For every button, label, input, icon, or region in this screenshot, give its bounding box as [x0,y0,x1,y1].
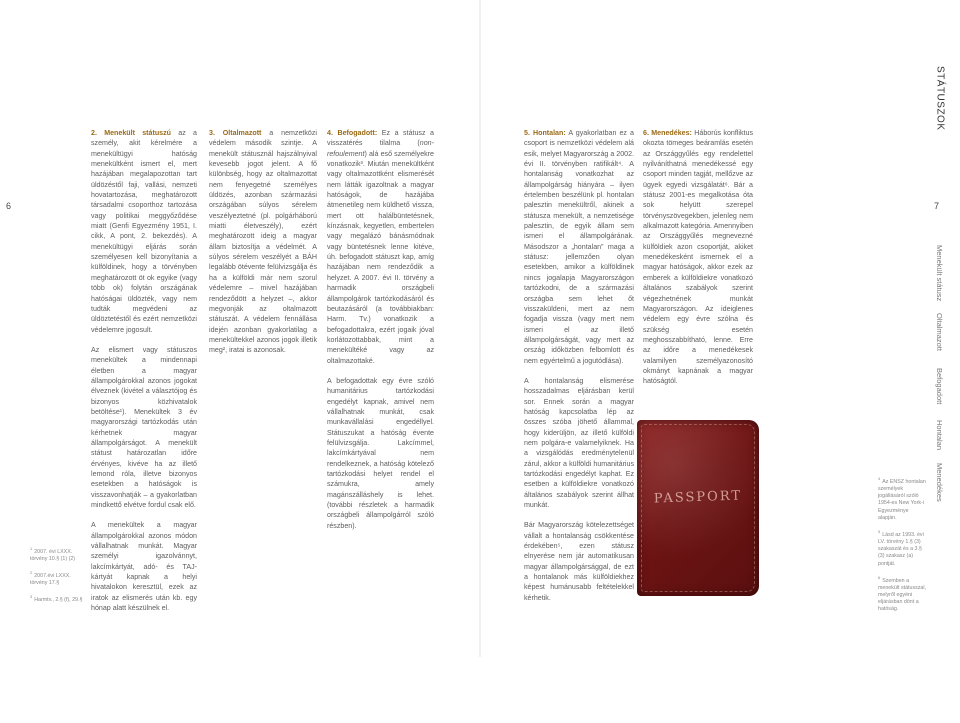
side-tab-menedekes[interactable]: Menedékes [935,463,944,502]
section-title: STÁTUSZOK [935,66,946,131]
passport-image [637,420,759,596]
passport-stitching [641,424,755,592]
footnote: $^3$Harmtv., 2.§ (f), 29.§ [30,594,83,604]
footnotes-left [30,545,88,610]
heading-befogadott: 4. Befogadott: [327,129,378,137]
side-tab-befogadott[interactable]: Befogadott [935,368,944,405]
side-tab-oltalmazott[interactable]: Oltalmazott [935,313,944,351]
left-page-number: 6 [6,201,12,211]
footnote: $^5$Lásd az 1993. évi LV. törvény 1.§ (3) szakaszát és a 3.§ (3) szakasz (a) pontját. [878,528,924,567]
footnote: $^4$Az ENSZ hontalan személyek jogállásáról szóló 1954-es New York-i Egyezménye alapján. [878,476,926,521]
heading-menedekes: 6. Menedékes: [643,129,692,137]
side-tab-menekult[interactable]: Menekült státusz [935,245,944,302]
passport-label: PASSPORT [653,488,743,507]
footnote: $^2$2007.évi LXXX. törvény 17.§ [30,570,71,587]
heading-hontalan: 5. Hontalan: [524,129,566,137]
side-tab-hontalan[interactable]: Hontalan [935,420,944,451]
column-menedekes: 6. Menedékes: Háborús konfliktus okozta tömeges beáramlás esetén az Országgyűlés egy rendelettel nyilváníthatná menedékessé egy csoport minden tagját, mellőzve az ügyek egyedi vizsgálatát⁶. Bár a státusz 2001-es megalkotása óta sok helyütt szerepel törvényszövegekben, jelenleg nem alkalmazott kategória. Amennyiben az Országgyűlés megnevezné külföldiek azon csoportját, akiket menedékesként ismernek el a magyar hatóságok, akkor ezek az emberek a külföldiekre vonatkozó általános szabályok szerint végezhetnének munkát Magyarországon. Az ideiglenes védelem egy évre szólna és szükség esetén meghosszabbítható, lenne. Erre az időre a menedékesek valamilyen személyazonosító okmányt kapnának a magyar hatóságtól. [643,129,754,386]
column-oltalmazott: 3. Oltalmazott a nemzetközi védelem második szintje. A menekült státusznál hajszálnyival kevesebb jogot jelent. A fő különbség, hogy az oltalmazottat nem fenyegetné személyes üldözés, azonban származási országában súlyos sérelem veszélyeztetné (pl. polgárháború miatti életveszély), ezért meghatározott ideig a magyar állam biztosítja a védelmét. A súlyos sérelem veszélyét a BÁH legalább ötévente felülvizsgálja és ha a külföldi már nem szorul védelemre – mivel hazájában rendeződött a helyzet –, akkor megvonják az oltalmazott státuszát. A védelem fennállása idején azonban gyakorlatilag a menekültekkel azonos jogok illetik meg², iratai is azonosak. [209,129,317,355]
heading-menekult: 2. Menekült státuszú [91,129,171,137]
column-menekult-statusz: 2. Menekült státuszú az a személy, akit kérelmére a menekültügyi hatóság menekültként ismert el, mert hazájában megalapozottan tart üldözéstől faji, vallási, nemzeti hovatartozása, meghatározott társadalmi csoporthoz tartozása vagy politikai meggyőződése miatt (Genfi Egyezmény 1951, I. cikk, A pont, 2. bekezdés). A menekültügyi eljárás során személyesen kell bizonyítania a külföldinek, hogy a törvényben meghatározott öt ok egyike (vagy több ok) folytán országának hatóságai üldözték, vagy nem tudták megvédeni az üldöztetéstől és ezért nemzetközi védelemre jogosult. Az elismert vagy státuszos menekültek a mindennapi életben a magyar állampolgárokkal azonos jogokat élveznek (kivétel a választójog és bizonyos közhivatalok betöltése¹). Menekültek 3 év magyarországi tartózkodás után kérhetnek magyar állampolgárságot. A menekült státust határozatlan időre érvényes, kivéve ha az illető lemond róla, illetve bizonyos esetekben a hatóságok is visszavonhatják – a gyakorlatban mindkettő elvétve fordul csak elő. A menekültek a magyar állampolgárokkal azonos módon vállalhatnak munkát. Magyar személyi igazolvánnyt, lakcímkártyát, adó- és TAJ-kártyát kapnak a helyi hivatalokon keresztül, ezek az iratok az elismerés után kb. egy hónap alatt készülnek el. [91,129,197,613]
footnote: $^6$Szemben a menekült státusszal, melyről egyéni eljárásban dönt a hatóság. [878,574,926,613]
column-befogadott: 4. Befogadott: Ez a státusz a visszatérés tilalma (non-refoulement) alá eső személyekre vonatkozik³. Miután menekültként vagy oltalmazottként elismerését nem látták igazoltnak a magyar hatóságok, de hazájába átmenetileg nem küldhető vissza, mert ott halálbüntetésnek, kínzásnak, kegyetlen, embertelen vagy megalázó bánásmódnak vagy büntetésnek lenne kitéve, úh. befogadott státuszt kap, amíg hazájában nem rendeződik a helyzet. A 2007. évi II. törvény a harmadik országbeli állampolgárok tartózkodásáról és beutazásáról (a továbbiakban: Harm. Tv.) vonatkozik a befogadottakra, ezért jogaik jóval korlátozottabbak, mint a menekültéké vagy az oltalmazottaké. A befogadottak egy évre szóló humanitárius tartózkodási engedélyt kapnak, amivel nem vállalhatnak munkát, csak munkavállalási engedéllyel. Státuszukat a hatóság évente felülvizsgálja. Lakcímmel, lakcímkártyával nem rendelkeznek, a hatóság kötelező tartózkodási helyet rendel el számukra, amely magánszálláshely is lehet. (további részletek a harmadik országbeli állampolgárról szóló részben). [327,129,435,530]
right-page-number: 7 [934,201,940,211]
column-hontalan: 5. Hontalan: A gyakorlatban ez a csoport is nemzetközi védelem alá esik, melyet Magyarország a 2002. évi II. törvényben ratifikált⁴. A hontalanság vonatkozhat az állampolgárság hiányára – ilyen értelemben beszélünk pl. hontalan palesztin menekültről, akinek a státusza menekült, a nemzetisége palesztin, de egyik állam sem ismeri el állampolgárának. Másodszor a „hontalan” maga a státusz: jellemzően olyan esetekben, amikor a külföldinek nincs jogalapja Magyarországon tartózkodni, de a származási országba sem lehet őt visszaküldeni, mert az nem fogadja vissza (vagy mert nem ismeri el az illető állampolgárságát, vagy mert az ország időközben felbomlott és nem egyértelmű a jogutódlása). A hontalanság elismerése hosszadalmas eljárásban kerül sor. Ennek során a magyar hatóság kapcsolatba lép az összes szóba jöhető állammal, hogy kiderüljön, az illető külföldi nem polgára-e valamelyiknek. Ha a vizsgálódás eredménytelenül zárul, akkor a külföldi humanitárius tartózkodási engedélyt kaphat. Ez esetben a külföldiekre vonatkozó általános szabályok szerint állhat munkát. Bár Magyarország kötelezettséget vállalt a hontalanság csökkentése érdekében⁵, ezen státusz elnyerése nem jár automatikusan magyar állampolgársággal, de ezt a hontalanok más külföldiekhez képest humánusabb feltételekkel kérhetik. [524,129,635,602]
page-gutter [479,0,481,657]
footnotes-right [878,475,928,620]
heading-oltalmazott: 3. Oltalmazott [209,129,262,137]
side-tabs [930,245,952,505]
footnote: $^1$2007. évi LXXX. törvény 10.§ (1) (2) [30,546,76,562]
